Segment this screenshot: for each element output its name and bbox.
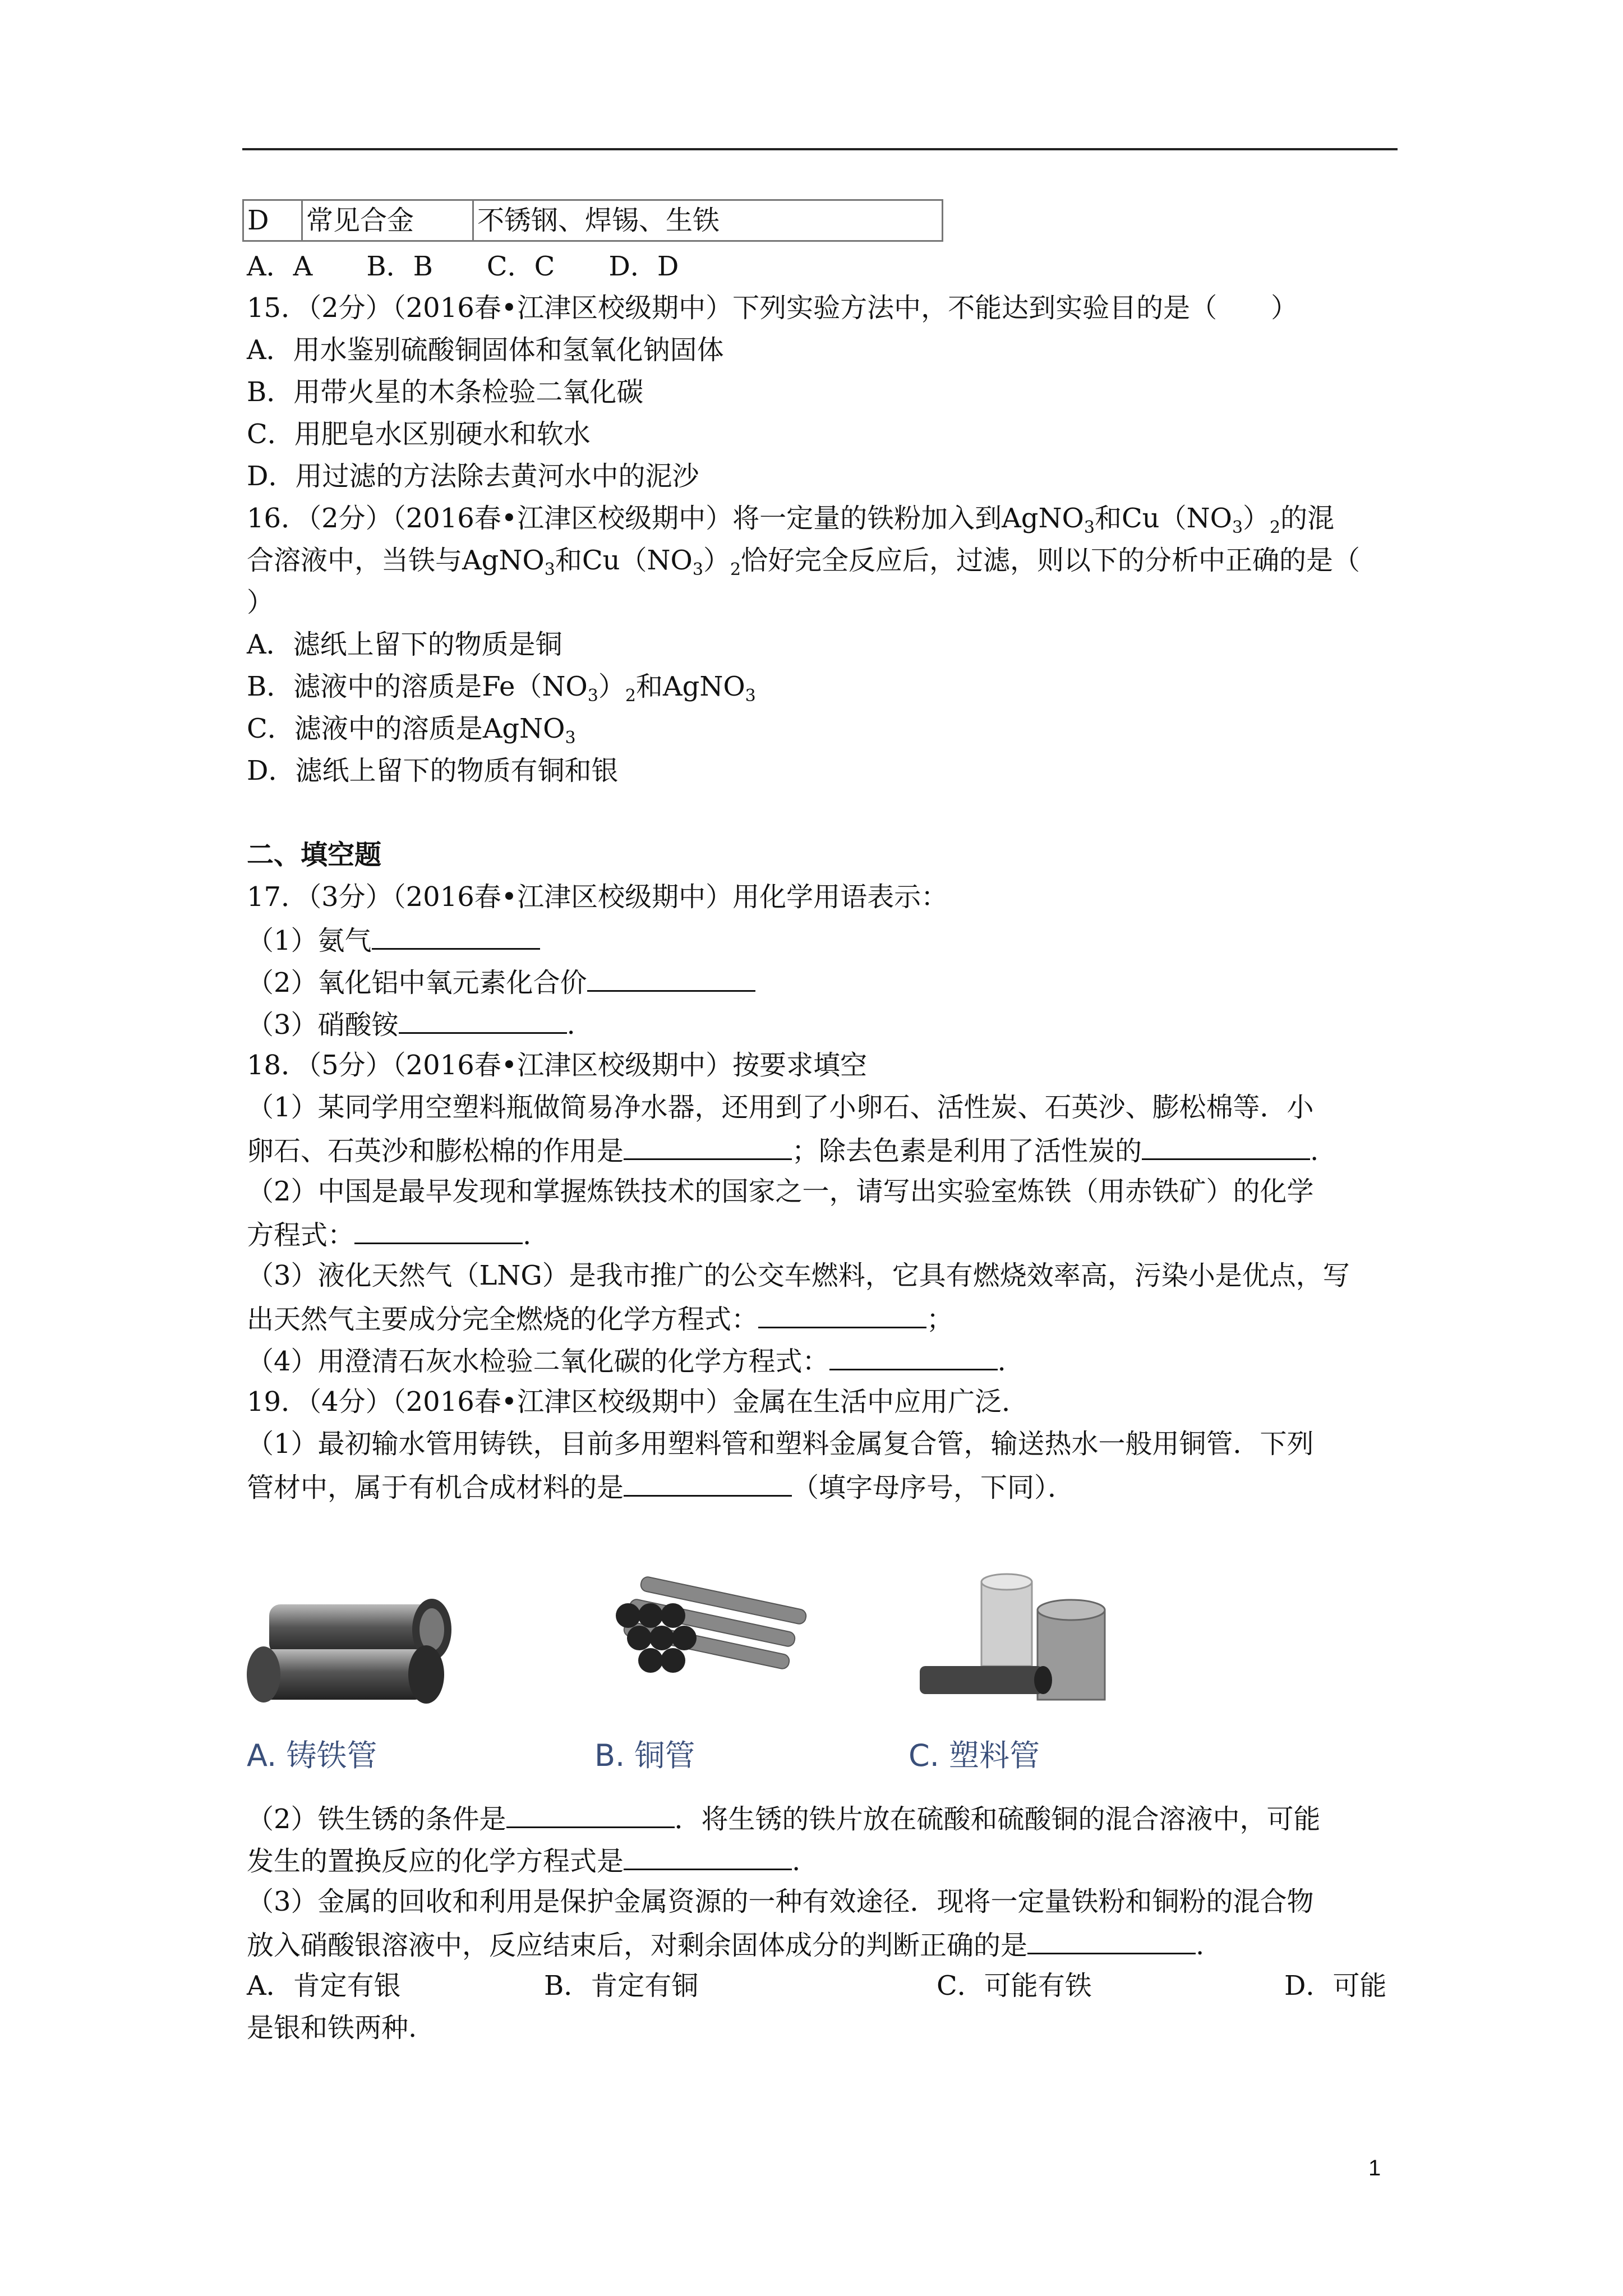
figure-caption: A. 铸铁管 — [247, 1738, 377, 1773]
q17-stem: 17．（3分）（2016春•江津区校级期中）用化学用语表示： — [247, 881, 948, 913]
answer-blank[interactable] — [624, 1133, 792, 1160]
q18-part2-line2: 方程式： . — [247, 1217, 531, 1252]
q15-option-a: A．用水鉴别硫酸铜固体和氢氧化钠固体 — [247, 334, 724, 366]
answer-blank[interactable] — [372, 922, 540, 950]
copper-pipe-figure — [594, 1571, 830, 1773]
answer-blank[interactable] — [506, 1801, 675, 1828]
answer-blank[interactable] — [758, 1301, 926, 1328]
q18-part1-line1: （1）某同学用空塑料瓶做简易净水器，还用到了小卵石、活性炭、石英沙、膨松棉等．小 — [247, 1092, 1314, 1123]
table-cell: D — [244, 201, 303, 240]
answer-blank[interactable] — [354, 1217, 523, 1244]
q19-choices — [247, 1969, 1396, 2003]
q19-part1-line2: 管材中，属于有机合成材料的是 （填字母序号，下同）． — [247, 1469, 1075, 1504]
answer-table-row — [242, 199, 943, 242]
table-cell: 常见合金 — [303, 201, 474, 240]
cast-iron-pipe-icon — [247, 1571, 482, 1728]
q16-stem-line3: ） — [247, 587, 274, 618]
answer-blank[interactable] — [1142, 1133, 1310, 1160]
q16-option-b: B．滤液中的溶质是$Fe(NO_3)_2$和AgNO$_3$ — [247, 671, 756, 706]
q15-option-b: B．用带火星的木条检验二氧化碳 — [247, 376, 644, 408]
q18-part4: （4）用澄清石灰水检验二氧化碳的化学方程式： . — [247, 1343, 1006, 1378]
q19-choice-d-continued: 是银和铁两种. — [247, 2012, 417, 2044]
answer-blank[interactable] — [624, 1469, 792, 1497]
q16-stem-line1: 16．（2分）（2016春•江津区校级期中）将一定量的铁粉加入到AgNO$_3$和$Cu(NO_3)_2$的混 — [247, 503, 1335, 537]
answer-blank[interactable] — [1027, 1927, 1196, 1954]
plastic-pipe-figure — [909, 1571, 1144, 1773]
q19-stem: 19．（4分）（2016春•江津区校级期中）金属在生活中应用广泛． — [247, 1386, 1029, 1418]
cast-iron-pipe-figure — [247, 1571, 482, 1773]
q19-part3-line2: 放入硝酸银溶液中，反应结束后，对剩余固体成分的判断正确的是 . — [247, 1927, 1204, 1962]
q16-option-d: D．滤纸上留下的物质有铜和银 — [247, 755, 619, 786]
q18-part3-line1: （3）液化天然气（LNG）是我市推广的公交车燃料，它具有燃烧效率高，污染小是优点，写 — [247, 1260, 1350, 1291]
q19-part2-line1: （2）铁生锈的条件是 ．将生锈的铁片放在硫酸和硫酸铜的混合溶液中，可能 — [247, 1801, 1321, 1836]
figure-caption: B. 铜管 — [594, 1738, 695, 1773]
q19-part3-line1: （3）金属的回收和利用是保护金属资源的一种有效途径．现将一定量铁粉和铜粉的混合物 — [247, 1886, 1314, 1917]
figure-caption: C. 塑料管 — [909, 1738, 1040, 1773]
q18-part3-line2: 出天然气主要成分完全燃烧的化学方程式： ； — [247, 1301, 953, 1336]
q16-option-a: A．滤纸上留下的物质是铜 — [247, 629, 562, 660]
choice-d: D．可能 — [1284, 1970, 1387, 2001]
answer-blank[interactable] — [587, 964, 755, 992]
q19-part1-line1: （1）最初输水管用铸铁，目前多用塑料管和塑料金属复合管，输送热水一般用铜管．下列 — [247, 1428, 1314, 1460]
q15-option-d: D．用过滤的方法除去黄河水中的泥沙 — [247, 461, 699, 492]
q19-part2-line2: 发生的置换反应的化学方程式是 . — [247, 1843, 800, 1878]
q16-stem-line2: 合溶液中，当铁与AgNO$_3$和$Cu(NO_3)_2$恰好完全反应后，过滤，则以下的分析中正确的是（ — [247, 545, 1361, 579]
choice-a: A．肯定有银 — [247, 1970, 401, 2001]
plastic-pipes-icon — [909, 1571, 1144, 1728]
choice-c: C．可能有铁 — [937, 1970, 1092, 2001]
section-heading: 二、填空题 — [247, 839, 382, 871]
q18-part2-line1: （2）中国是最早发现和掌握炼铁技术的国家之一，请写出实验室炼铁（用赤铁矿）的化学 — [247, 1176, 1314, 1207]
pipe-figure — [247, 1571, 1144, 1773]
page-number: 1 — [1368, 2156, 1381, 2180]
choice-b: B．肯定有铜 — [544, 1970, 699, 2001]
q15-stem: 15．（2分）（2016春•江津区校级期中）下列实验方法中，不能达到实验目的是（ ） — [247, 292, 1298, 324]
q17-part2: （2）氧化铝中氧元素化合价 — [247, 964, 755, 1000]
q15-option-c: C．用肥皂水区别硬水和软水 — [247, 418, 591, 450]
q17-part1: （1）氨气 — [247, 922, 540, 958]
q18-part1-line2: 卵石、石英沙和膨松棉的作用是 ；除去色素是利用了活性炭的 . — [247, 1133, 1318, 1168]
copper-pipes-icon — [594, 1571, 830, 1728]
answer-blank[interactable] — [829, 1343, 998, 1370]
table-cell: 不锈钢、焊锡、生铁 — [477, 205, 720, 236]
q17-part3: （3）硝酸铵 . — [247, 1006, 575, 1042]
header-rule — [242, 148, 1398, 150]
answer-blank[interactable] — [399, 1006, 567, 1034]
q14-options: A．A B．B C．C D．D — [247, 251, 679, 282]
answer-blank[interactable] — [624, 1843, 792, 1870]
q16-option-c: C．滤液中的溶质是AgNO$_3$ — [247, 713, 576, 748]
q18-stem: 18．（5分）（2016春•江津区校级期中）按要求填空 — [247, 1050, 868, 1081]
